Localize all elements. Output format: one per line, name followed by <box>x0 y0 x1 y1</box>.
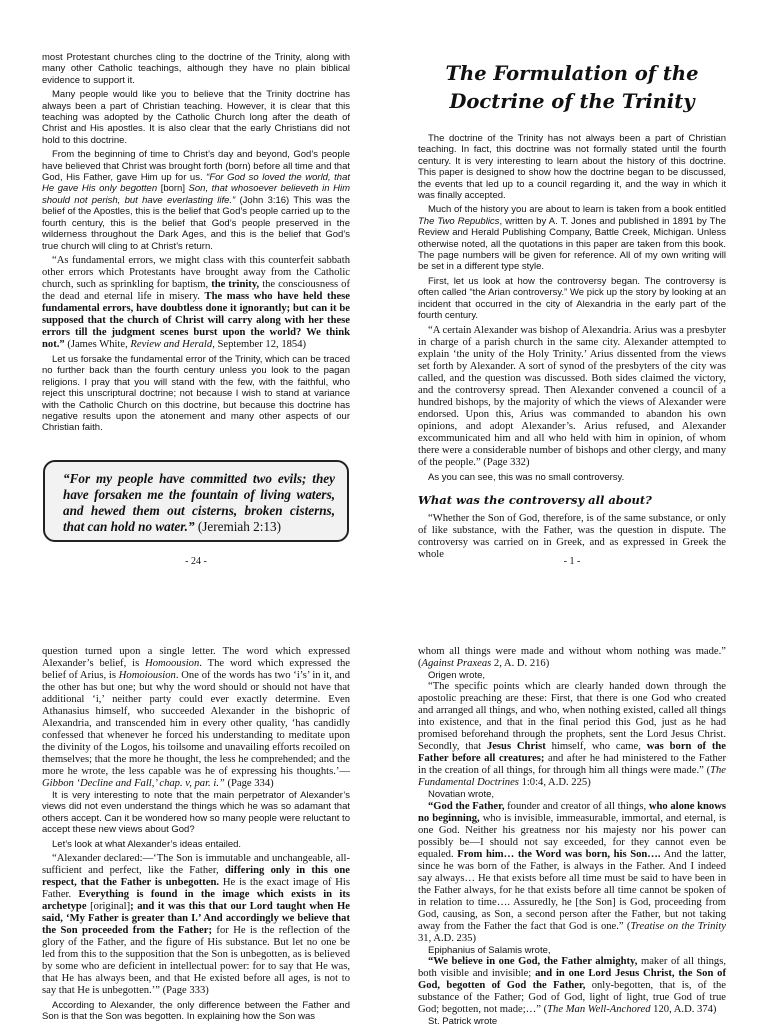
paragraph: The doctrine of the Trinity has not always been a part of Christian teaching. In fact, this doctrine was not formally stated until the fourth century. It is very interesting to learn about the history of this doctrine. This paper is designed to show how the doctrine began to be discussed, the events that led up to a council regarding it, and the way in which it was finally accepted. <box>418 133 726 202</box>
paragraph: Origen wrote, <box>428 670 486 681</box>
quote-novatian: “God the Father, founder and creator of all things, who alone knows no beginning, who is invisible, immeasurable, immortal, and eternal, is one God. Neither his greatness nor his majesty nor his power can possibly be—I should not say exceeded, for they cannot even be equaled. From him… the Word was born, his Son…. And the latter, since he was born of the Father, is always in the Father. And I indeed say always… He that exists before all time must be said to have been in the Father always, for he that exists before all time cannot be spoken of in relation to time…. Assuredly, he [the Son] is God, proceeding from God, causing, as Son, a second person after the Father, but not taking away from the Father the fact that God is one.” (Treatise on the Trinity 31, A.D. 235) <box>418 800 726 944</box>
scripture-callout-box <box>43 460 349 542</box>
paragraph: Let us forsake the fundamental error of the Trinity, which can be traced no further back than the fourth century unless you look to the pagan religions. I pray that you will stand with the few, with the faithful, who reject this unscriptural doctrine; not because I wish to stand at variance with the Catholic Church on this doctrine, but because this doctrine has negative results upon the atonement and many other aspects of our Christian faith. <box>42 353 350 434</box>
page-2 <box>42 646 350 1024</box>
paragraph: It is very interesting to note that the main perpetrator of Alexander’s views did not even understand the things which he was so adamant that others accept. Can it be wondered how so many people were reluctant to accept these new views about God? <box>42 790 350 836</box>
quote-alexander: “Alexander declared:—‘The Son is immutable and unchangeable, all-sufficient and perfect, like the Father, differing only in this one respect, that the Father is unbegotten. He is the exact image of His Father. Everything is found in the image which exists in its archetype [original]; and it was this that our Lord taught when He said, ‘My Father is greater than I.’ And accordingly we believe that the Son proceeded from the Father; for He is the reflection of the glory of the Father, and the figure of His substance. But let no one be led from this to the supposition that the Son is unbegotten, as is believed by some who are deficient in intellectual power: for to say that He was, that He has always been, and that He existed before all ages, is not to say that He is unbegotten.’” (Page 333) <box>42 853 351 997</box>
quote-two-republics: “Whether the Son of God, therefore, is of the same substance, or only of like substance, with the Father, was the question in dispute. The controversy was carried on in Greek, and as expressed in Greek the whole <box>418 512 726 560</box>
page-1 <box>418 52 726 560</box>
page-title: The Formulation of the Doctrine of the Trinity <box>445 62 699 113</box>
page-3 <box>418 646 727 1028</box>
paragraph: Let’s look at what Alexander’s ideas entailed. <box>52 838 242 850</box>
paragraph: St. Patrick wrote <box>428 1016 498 1028</box>
paragraph: Novatian wrote, <box>428 789 495 801</box>
paragraph: From the beginning of time to Christ’s day and beyond, God’s people have believed that Christ was brought forth (born) before all time and that God, His Father, gave Him up for us. “For God so loved the world, that He gave His only begotten [born] Son, that whosoever believeth in Him should not perish, but have everlasting life.” (John 3:16) This was the belief of the Apostles, this is the belief that God’s people carried up to the fourth century, this is the belief that God’s people preserved in the wilderness throughout the Dark Ages, and this is the belief that God’s true church will cling to at Christ’s return. <box>42 149 350 252</box>
paragraph: First, let us look at how the controversy began. The controversy is often called “the Arian controversy.” We pick up the story by looking at an incident that occurred in the city of Alexandria in the early part of the fourth century. <box>418 275 726 322</box>
paragraph: Much of the history you are about to learn is taken from a book entitled The Two Republics, written by A. T. Jones and published in 1891 by The Review and Herald Publishing Company, Battle Creek, Michigan. Unless otherwise noted, all the quotations in this paper are taken from this book. The page numbers will be given for reference. All of my own writing will be set in a different type style. <box>418 204 726 273</box>
paragraph: Many people would like you to believe that the Trinity doctrine has always been a part of Christian teaching. However, it is clear that this teaching was adopted by the Catholic Church long after the death of Christ and His apostles. It is also clear that the early Christians did not hold to this doctrine. <box>42 89 350 146</box>
paragraph: According to Alexander, the only difference between the Father and Son is that the Son was begotten. In explaining how the Son was <box>42 1000 350 1023</box>
callout-reference: (Jeremiah 2:13) <box>194 519 281 534</box>
quote-two-republics: question turned upon a single letter. The word which expressed Alexander’s belief, is Homoousion. The word which expressed the belief of Arius, is Homoiousion. One of the words has two ‘i’s’ in it, and the other has but one; but why the word should or should not have that additional ‘i,’ neither party could ever exactly determine. Even Athanasius himself, who succeeded Alexander in the bishopric of Alexandria, and transcended him in every other quality, ‘has candidly confessed that whenever he forced his understanding to meditate upon the divinity of the Logos, his toilsome and unavailing efforts recoiled on themselves; that the more he thought, the less he comprehended; and the more he wrote, the less capable was he of expressing his thoughts.’—Gibbon ‘Decline and Fall,’ chap. v, par. i.” (Page 334) <box>42 646 351 789</box>
callout-quote: “For my people have committed two evils; they have forsaken me the fountain of living waters, and hewed them out cisterns, broken cisterns, that can hold no water.” <box>63 471 335 534</box>
page-number: - 1 - <box>563 556 581 567</box>
page-24 <box>42 52 350 456</box>
quote-epiphanius: “We believe in one God, the Father almighty, maker of all things, both visible and invisible; and in one Lord Jesus Christ, the Son of God, begotten of God the Father, only-begotten, that is, of the substance of the Father; God of God, light of light, true God of true God; begotten, not made;…” (The Man Well-Anchored 120, A.D. 374) <box>418 956 727 1016</box>
paragraph: Epiphanius of Salamis wrote, <box>428 944 551 956</box>
paragraph: As you can see, this was no small controversy. <box>428 471 625 483</box>
quote-james-white: “As fundamental errors, we might class with this counterfeit sabbath other errors which Protestants have brought away from the Catholic church, such as sprinkling for baptism, the trinity, the consciousness of the dead and eternal life in misery. The mass who have held these fundamental errors, have doubtless done it ignorantly; but can it be supposed that the church of Christ will carry along with her these errors till the judgment scenes burst upon the world? We think not.” (James White, Review and Herald, September 12, 1854) <box>42 254 350 350</box>
paragraph: most Protestant churches cling to the doctrine of the Trinity, along with many other Catholic teachings, although they have no plain biblical evidence to support it. <box>42 52 350 86</box>
quote-tertullian: whom all things were made and without whom nothing was made.” (Against Praxeas 2, A. D. 216) <box>418 646 726 669</box>
page-number: - 24 - <box>185 556 207 567</box>
section-heading: What was the controversy all about? <box>418 492 652 507</box>
quote-two-republics: “A certain Alexander was bishop of Alexandria. Arius was a presbyter in charge of a parish church in the same city. Alexander attempted to explain ‘the unity of the Holy Trinity.’ Arius dissented from the views set forth by Alexander. A sort of synod of the presbyters of the city was called, and the question was discussed. Both sides claimed the victory, and the controversy spread. Then Alexander convened a council of a hundred bishops, by the majority of which the views of Alexander were endorsed. Upon this, Arius was commanded to abandon his own opinions, and adopt Alexander’s. Arius refused, and Alexander excommunicated him and all who held with him in opinion, of whom there were a considerable number of bishops and other clergy, and many of the people.” (Page 332) <box>418 324 726 468</box>
quote-origen: “The specific points which are clearly handed down through the apostolic preaching are these: First, that there is one God who created and arranged all things, and who, when nothing existed, called all things into existence, and that in the final period this God, just as he had promised beforehand through the prophets, sent the Lord Jesus Christ. Secondly, that Jesus Christ himself, who came, was born of the Father before all creatures; and after he had ministered to the Father in the creation of all things, for through him all things were made.” (The Fundamental Doctrines 1:0:4, A.D. 225) <box>418 681 727 789</box>
